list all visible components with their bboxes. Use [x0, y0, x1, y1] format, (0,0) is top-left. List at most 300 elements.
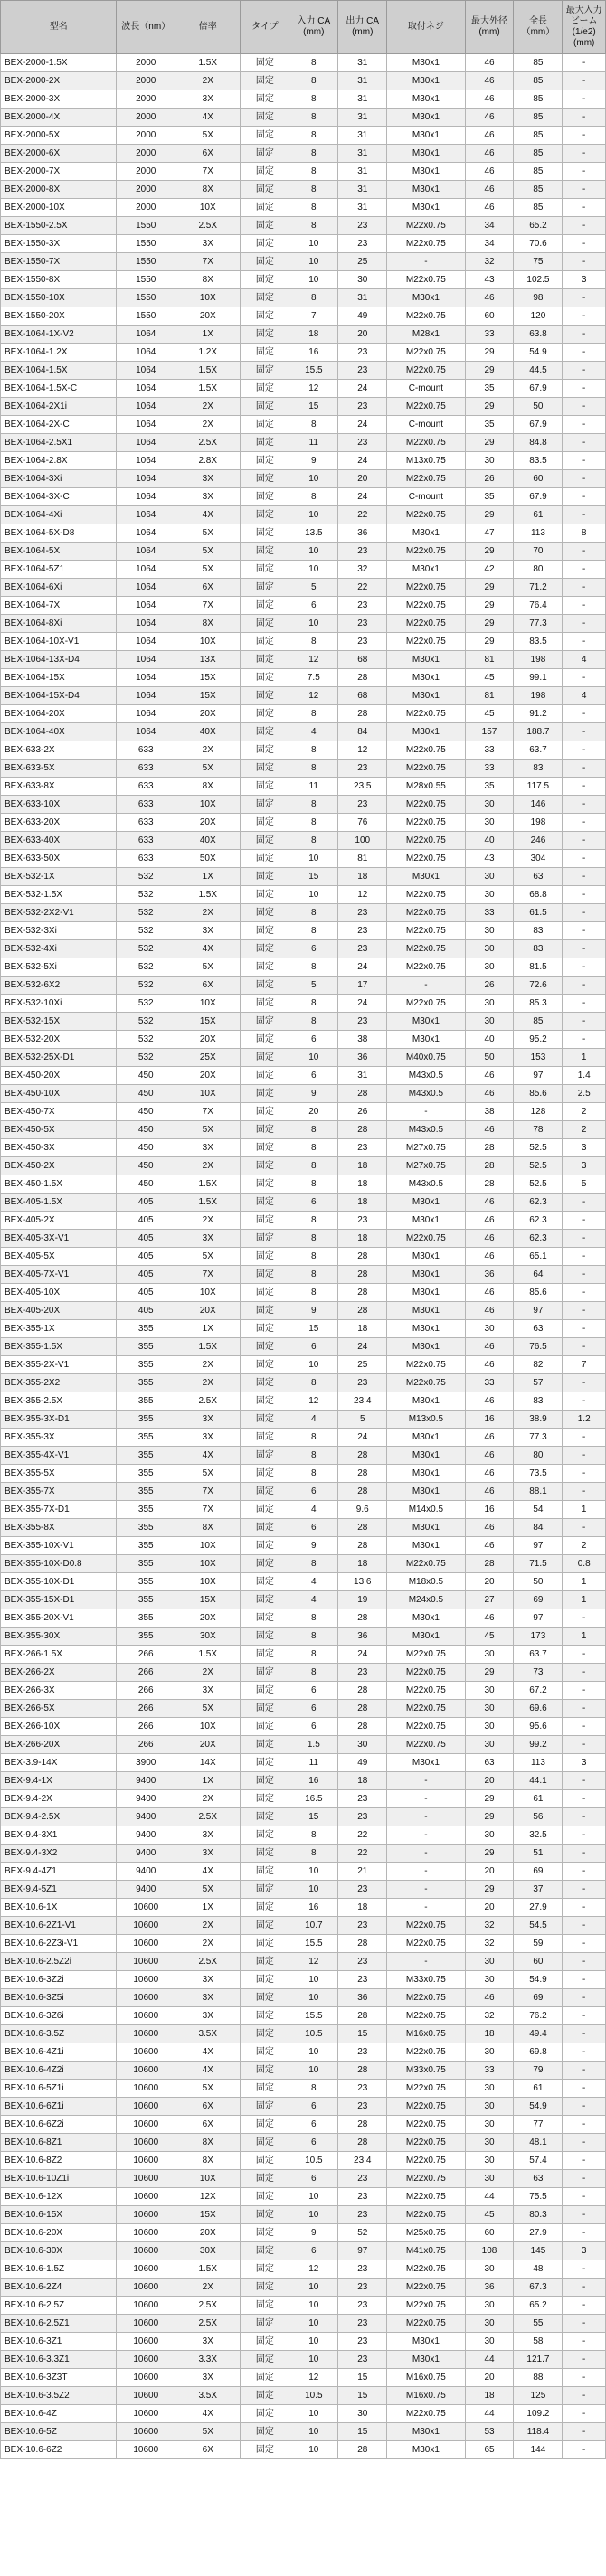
cell-output-ca: 24: [338, 416, 387, 434]
cell-wavelength: 266: [117, 1736, 175, 1754]
cell-input-ca: 6: [289, 1338, 338, 1356]
cell-model: BEX-1064-13X-D4: [1, 651, 117, 669]
cell-max-input-beam: -: [563, 1646, 606, 1664]
cell-magnification: 20X: [175, 1302, 241, 1320]
cell-total-length: 52.5: [514, 1175, 563, 1194]
table-row: [1, 90, 606, 109]
table-row: [1, 1338, 606, 1356]
cell-max-input-beam: -: [563, 452, 606, 470]
table-row: [1, 1447, 606, 1465]
cell-model: BEX-10.6-3Z2i: [1, 1971, 117, 1989]
cell-total-length: 198: [514, 687, 563, 705]
cell-mount-thread: M22x0.75: [387, 1917, 465, 1935]
cell-input-ca: 8: [289, 163, 338, 181]
cell-max-input-beam: -: [563, 2441, 606, 2459]
cell-max-input-beam: -: [563, 416, 606, 434]
cell-max-input-beam: -: [563, 2043, 606, 2062]
cell-magnification: 1.2X: [175, 344, 241, 362]
cell-output-ca: 28: [338, 2134, 387, 2152]
cell-wavelength: 532: [117, 977, 175, 995]
cell-magnification: 3X: [175, 1989, 241, 2007]
cell-wavelength: 355: [117, 1628, 175, 1646]
cell-max-input-beam: -: [563, 1013, 606, 1031]
cell-input-ca: 8: [289, 1175, 338, 1194]
cell-wavelength: 1064: [117, 705, 175, 723]
cell-max-input-beam: 2: [563, 1103, 606, 1121]
cell-max-input-beam: -: [563, 1718, 606, 1736]
cell-model: BEX-2000-2X: [1, 72, 117, 90]
cell-total-length: 84.8: [514, 434, 563, 452]
cell-total-length: 27.9: [514, 1899, 563, 1917]
cell-max-input-beam: 1: [563, 1628, 606, 1646]
cell-output-ca: 28: [338, 1085, 387, 1103]
cell-model: BEX-3.9-14X: [1, 1754, 117, 1772]
cell-type: 固定: [241, 561, 289, 579]
cell-magnification: 2X: [175, 2279, 241, 2297]
cell-wavelength: 10600: [117, 2441, 175, 2459]
cell-max-input-beam: -: [563, 705, 606, 723]
cell-magnification: 3X: [175, 1230, 241, 1248]
cell-total-length: 85: [514, 145, 563, 163]
table-row: [1, 54, 606, 72]
cell-magnification: 4X: [175, 109, 241, 127]
cell-magnification: 2X: [175, 1935, 241, 1953]
cell-max-input-beam: -: [563, 1212, 606, 1230]
cell-wavelength: 532: [117, 868, 175, 886]
cell-mount-thread: M22x0.75: [387, 741, 465, 760]
cell-type: 固定: [241, 1031, 289, 1049]
cell-type: 固定: [241, 940, 289, 958]
cell-max-diameter: 30: [465, 2043, 514, 2062]
cell-max-input-beam: 3: [563, 2242, 606, 2260]
cell-wavelength: 10600: [117, 2170, 175, 2188]
cell-input-ca: 10: [289, 543, 338, 561]
cell-type: 固定: [241, 1537, 289, 1555]
cell-type: 固定: [241, 705, 289, 723]
cell-input-ca: 12: [289, 2260, 338, 2279]
cell-mount-thread: M30x1: [387, 1429, 465, 1447]
cell-mount-thread: C-mount: [387, 416, 465, 434]
cell-total-length: 83: [514, 940, 563, 958]
cell-input-ca: 6: [289, 940, 338, 958]
cell-mount-thread: -: [387, 1845, 465, 1863]
cell-max-diameter: 65: [465, 2441, 514, 2459]
cell-mount-thread: M22x0.75: [387, 1374, 465, 1392]
cell-model: BEX-10.6-3.3Z1: [1, 2351, 117, 2369]
cell-magnification: 2X: [175, 1664, 241, 1682]
cell-output-ca: 23: [338, 1013, 387, 1031]
cell-type: 固定: [241, 958, 289, 977]
cell-wavelength: 2000: [117, 163, 175, 181]
cell-model: BEX-10.6-6Z1i: [1, 2098, 117, 2116]
table-row: [1, 1121, 606, 1139]
cell-model: BEX-10.6-2Z3i-V1: [1, 1935, 117, 1953]
cell-magnification: 4X: [175, 940, 241, 958]
cell-max-input-beam: 8: [563, 524, 606, 543]
cell-total-length: 85: [514, 1013, 563, 1031]
cell-mount-thread: M22x0.75: [387, 2206, 465, 2224]
cell-wavelength: 1064: [117, 723, 175, 741]
cell-wavelength: 450: [117, 1139, 175, 1157]
cell-type: 固定: [241, 1718, 289, 1736]
cell-type: 固定: [241, 1555, 289, 1573]
cell-output-ca: 23: [338, 2351, 387, 2369]
cell-max-diameter: 40: [465, 832, 514, 850]
cell-input-ca: 8: [289, 1157, 338, 1175]
table-row: [1, 2080, 606, 2098]
cell-mount-thread: M22x0.75: [387, 760, 465, 778]
cell-input-ca: 8: [289, 145, 338, 163]
cell-max-input-beam: 3: [563, 1157, 606, 1175]
cell-magnification: 8X: [175, 1519, 241, 1537]
cell-max-input-beam: -: [563, 2116, 606, 2134]
cell-max-input-beam: 1.2: [563, 1411, 606, 1429]
cell-magnification: 7X: [175, 1266, 241, 1284]
cell-mount-thread: -: [387, 977, 465, 995]
cell-magnification: 3X: [175, 1826, 241, 1845]
cell-max-input-beam: 3: [563, 271, 606, 289]
cell-total-length: 63: [514, 868, 563, 886]
cell-input-ca: 10: [289, 2405, 338, 2423]
cell-max-diameter: 60: [465, 2224, 514, 2242]
table-row: [1, 741, 606, 760]
cell-model: BEX-355-4X-V1: [1, 1447, 117, 1465]
cell-total-length: 78: [514, 1121, 563, 1139]
cell-output-ca: 23: [338, 398, 387, 416]
cell-input-ca: 8: [289, 1284, 338, 1302]
cell-magnification: 3X: [175, 1139, 241, 1157]
cell-total-length: 88: [514, 2369, 563, 2387]
table-row: [1, 2062, 606, 2080]
cell-magnification: 10X: [175, 289, 241, 307]
cell-max-diameter: 46: [465, 1212, 514, 1230]
cell-max-input-beam: -: [563, 633, 606, 651]
cell-mount-thread: M22x0.75: [387, 506, 465, 524]
cell-input-ca: 8: [289, 1826, 338, 1845]
cell-total-length: 63.7: [514, 741, 563, 760]
cell-output-ca: 28: [338, 2116, 387, 2134]
cell-max-diameter: 46: [465, 1465, 514, 1483]
cell-type: 固定: [241, 1121, 289, 1139]
cell-output-ca: 76: [338, 814, 387, 832]
cell-wavelength: 633: [117, 741, 175, 760]
cell-type: 固定: [241, 1429, 289, 1447]
cell-input-ca: 8: [289, 796, 338, 814]
cell-output-ca: 23: [338, 1917, 387, 1935]
cell-input-ca: 8: [289, 1212, 338, 1230]
cell-total-length: 60: [514, 1953, 563, 1971]
cell-output-ca: 23.5: [338, 778, 387, 796]
cell-output-ca: 23: [338, 2333, 387, 2351]
cell-max-diameter: 30: [465, 2134, 514, 2152]
cell-wavelength: 355: [117, 1483, 175, 1501]
cell-model: BEX-1064-20X: [1, 705, 117, 723]
cell-max-input-beam: 2.5: [563, 1085, 606, 1103]
cell-max-diameter: 46: [465, 54, 514, 72]
cell-output-ca: 31: [338, 145, 387, 163]
table-row: [1, 1628, 606, 1646]
cell-output-ca: 18: [338, 1772, 387, 1790]
cell-total-length: 61: [514, 1790, 563, 1808]
cell-wavelength: 10600: [117, 1935, 175, 1953]
table-row: [1, 1049, 606, 1067]
cell-output-ca: 28: [338, 1609, 387, 1628]
table-row: [1, 1411, 606, 1429]
cell-input-ca: 1.5: [289, 1736, 338, 1754]
cell-model: BEX-355-3X: [1, 1429, 117, 1447]
cell-max-diameter: 46: [465, 1392, 514, 1411]
cell-model: BEX-405-1.5X: [1, 1194, 117, 1212]
cell-mount-thread: M43x0.5: [387, 1085, 465, 1103]
cell-input-ca: 6: [289, 1067, 338, 1085]
cell-input-ca: 8: [289, 832, 338, 850]
cell-input-ca: 10: [289, 2315, 338, 2333]
cell-output-ca: 12: [338, 886, 387, 904]
cell-total-length: 67.9: [514, 416, 563, 434]
cell-total-length: 44.5: [514, 362, 563, 380]
cell-type: 固定: [241, 1899, 289, 1917]
cell-model: BEX-355-7X: [1, 1483, 117, 1501]
cell-total-length: 67.3: [514, 2279, 563, 2297]
cell-max-input-beam: 3: [563, 1139, 606, 1157]
cell-magnification: 7X: [175, 1103, 241, 1121]
cell-model: BEX-1550-20X: [1, 307, 117, 326]
cell-max-diameter: 45: [465, 2206, 514, 2224]
table-row: [1, 1175, 606, 1194]
cell-input-ca: 4: [289, 1591, 338, 1609]
cell-type: 固定: [241, 1139, 289, 1157]
cell-magnification: 10X: [175, 633, 241, 651]
cell-mount-thread: M30x1: [387, 1266, 465, 1284]
cell-model: BEX-10.6-3.5Z: [1, 2025, 117, 2043]
cell-magnification: 10X: [175, 2170, 241, 2188]
cell-magnification: 8X: [175, 2134, 241, 2152]
cell-wavelength: 10600: [117, 2351, 175, 2369]
cell-model: BEX-9.4-1X: [1, 1772, 117, 1790]
table-row: [1, 1826, 606, 1845]
cell-mount-thread: M22x0.75: [387, 633, 465, 651]
cell-model: BEX-1064-5Z1: [1, 561, 117, 579]
cell-input-ca: 12: [289, 1953, 338, 1971]
cell-max-diameter: 28: [465, 1157, 514, 1175]
cell-model: BEX-1064-2.5X1: [1, 434, 117, 452]
cell-model: BEX-355-20X-V1: [1, 1609, 117, 1628]
cell-max-diameter: 46: [465, 1338, 514, 1356]
cell-model: BEX-405-10X: [1, 1284, 117, 1302]
cell-input-ca: 10: [289, 1049, 338, 1067]
cell-total-length: 63.7: [514, 1646, 563, 1664]
table-row: [1, 1157, 606, 1175]
cell-type: 固定: [241, 72, 289, 90]
cell-total-length: 32.5: [514, 1826, 563, 1845]
cell-magnification: 2.5X: [175, 1808, 241, 1826]
cell-max-input-beam: -: [563, 1374, 606, 1392]
cell-input-ca: 6: [289, 2242, 338, 2260]
cell-wavelength: 633: [117, 778, 175, 796]
cell-type: 固定: [241, 1356, 289, 1374]
cell-mount-thread: M30x1: [387, 1338, 465, 1356]
cell-output-ca: 68: [338, 651, 387, 669]
cell-total-length: 95.2: [514, 1031, 563, 1049]
cell-magnification: 50X: [175, 850, 241, 868]
cell-model: BEX-532-1.5X: [1, 886, 117, 904]
cell-output-ca: 23: [338, 1971, 387, 1989]
cell-output-ca: 23: [338, 760, 387, 778]
cell-wavelength: 10600: [117, 2333, 175, 2351]
cell-wavelength: 1064: [117, 524, 175, 543]
cell-max-diameter: 30: [465, 868, 514, 886]
cell-output-ca: 20: [338, 326, 387, 344]
cell-magnification: 3X: [175, 235, 241, 253]
cell-total-length: 65.2: [514, 217, 563, 235]
cell-total-length: 85.3: [514, 995, 563, 1013]
cell-max-diameter: 30: [465, 2080, 514, 2098]
cell-total-length: 113: [514, 1754, 563, 1772]
cell-max-input-beam: -: [563, 289, 606, 307]
cell-magnification: 1X: [175, 1899, 241, 1917]
cell-mount-thread: M30x1: [387, 1302, 465, 1320]
cell-model: BEX-405-7X-V1: [1, 1266, 117, 1284]
cell-magnification: 4X: [175, 2043, 241, 2062]
cell-mount-thread: -: [387, 1826, 465, 1845]
cell-type: 固定: [241, 723, 289, 741]
cell-wavelength: 9400: [117, 1808, 175, 1826]
cell-wavelength: 9400: [117, 1790, 175, 1808]
cell-max-diameter: 46: [465, 1609, 514, 1628]
table-row: [1, 524, 606, 543]
cell-output-ca: 24: [338, 1429, 387, 1447]
cell-total-length: 146: [514, 796, 563, 814]
cell-mount-thread: M22x0.75: [387, 434, 465, 452]
table-row: [1, 687, 606, 705]
table-row: [1, 1917, 606, 1935]
table-row: [1, 452, 606, 470]
table-row: [1, 832, 606, 850]
cell-output-ca: 23: [338, 615, 387, 633]
cell-total-length: 83: [514, 1392, 563, 1411]
cell-output-ca: 23: [338, 2279, 387, 2297]
cell-type: 固定: [241, 886, 289, 904]
cell-mount-thread: M30x1: [387, 54, 465, 72]
cell-magnification: 1.5X: [175, 362, 241, 380]
cell-total-length: 98: [514, 289, 563, 307]
cell-wavelength: 1064: [117, 506, 175, 524]
cell-mount-thread: M30x1: [387, 1248, 465, 1266]
table-row: [1, 1465, 606, 1483]
cell-wavelength: 633: [117, 760, 175, 778]
cell-max-diameter: 30: [465, 2116, 514, 2134]
cell-total-length: 70.6: [514, 235, 563, 253]
cell-model: BEX-9.4-5Z1: [1, 1881, 117, 1899]
cell-magnification: 3X: [175, 1429, 241, 1447]
cell-model: BEX-1064-3Xi: [1, 470, 117, 488]
cell-input-ca: 10: [289, 506, 338, 524]
cell-mount-thread: M30x1: [387, 109, 465, 127]
cell-input-ca: 8: [289, 1664, 338, 1682]
cell-magnification: 5X: [175, 1121, 241, 1139]
cell-type: 固定: [241, 2387, 289, 2405]
cell-model: BEX-405-2X: [1, 1212, 117, 1230]
cell-output-ca: 18: [338, 1320, 387, 1338]
cell-wavelength: 355: [117, 1392, 175, 1411]
cell-wavelength: 9400: [117, 1826, 175, 1845]
cell-type: 固定: [241, 1483, 289, 1501]
cell-max-input-beam: 0.8: [563, 1555, 606, 1573]
cell-magnification: 2.5X: [175, 434, 241, 452]
cell-input-ca: 8: [289, 1429, 338, 1447]
cell-wavelength: 2000: [117, 145, 175, 163]
cell-model: BEX-532-2X2-V1: [1, 904, 117, 922]
cell-magnification: 1X: [175, 1772, 241, 1790]
cell-max-input-beam: -: [563, 2297, 606, 2315]
cell-magnification: 10X: [175, 1537, 241, 1555]
cell-magnification: 2X: [175, 416, 241, 434]
cell-model: BEX-10.6-4Z1i: [1, 2043, 117, 2062]
cell-total-length: 57.4: [514, 2152, 563, 2170]
cell-max-diameter: 20: [465, 1573, 514, 1591]
cell-input-ca: 8: [289, 416, 338, 434]
cell-magnification: 3X: [175, 488, 241, 506]
cell-wavelength: 450: [117, 1121, 175, 1139]
cell-max-input-beam: -: [563, 90, 606, 109]
cell-type: 固定: [241, 1103, 289, 1121]
cell-type: 固定: [241, 524, 289, 543]
cell-total-length: 85: [514, 163, 563, 181]
cell-max-input-beam: -: [563, 2007, 606, 2025]
cell-total-length: 67.9: [514, 488, 563, 506]
cell-magnification: 1.5X: [175, 886, 241, 904]
cell-total-length: 69.6: [514, 1700, 563, 1718]
cell-magnification: 5X: [175, 524, 241, 543]
cell-wavelength: 10600: [117, 2315, 175, 2333]
cell-max-input-beam: -: [563, 958, 606, 977]
cell-mount-thread: M30x1: [387, 1212, 465, 1230]
cell-total-length: 85: [514, 72, 563, 90]
cell-output-ca: 18: [338, 1230, 387, 1248]
cell-max-diameter: 35: [465, 380, 514, 398]
cell-mount-thread: M22x0.75: [387, 1230, 465, 1248]
cell-output-ca: 31: [338, 1067, 387, 1085]
cell-input-ca: 8: [289, 72, 338, 90]
cell-output-ca: 30: [338, 2405, 387, 2423]
cell-model: BEX-1064-8Xi: [1, 615, 117, 633]
cell-mount-thread: -: [387, 1103, 465, 1121]
cell-total-length: 80.3: [514, 2206, 563, 2224]
cell-magnification: 20X: [175, 1736, 241, 1754]
table-row: [1, 1682, 606, 1700]
cell-input-ca: 8: [289, 1248, 338, 1266]
cell-total-length: 118.4: [514, 2423, 563, 2441]
cell-total-length: 83.5: [514, 452, 563, 470]
cell-type: 固定: [241, 1808, 289, 1826]
cell-max-input-beam: -: [563, 1826, 606, 1845]
cell-type: 固定: [241, 109, 289, 127]
table-row: [1, 1718, 606, 1736]
cell-output-ca: 97: [338, 2242, 387, 2260]
cell-input-ca: 8: [289, 922, 338, 940]
cell-mount-thread: M18x0.5: [387, 1573, 465, 1591]
cell-max-diameter: 34: [465, 235, 514, 253]
cell-type: 固定: [241, 163, 289, 181]
cell-wavelength: 1064: [117, 326, 175, 344]
cell-model: BEX-450-5X: [1, 1121, 117, 1139]
cell-input-ca: 8: [289, 1121, 338, 1139]
cell-total-length: 48: [514, 2260, 563, 2279]
cell-max-diameter: 28: [465, 1139, 514, 1157]
cell-max-input-beam: -: [563, 1736, 606, 1754]
cell-input-ca: 6: [289, 2116, 338, 2134]
cell-max-diameter: 30: [465, 922, 514, 940]
